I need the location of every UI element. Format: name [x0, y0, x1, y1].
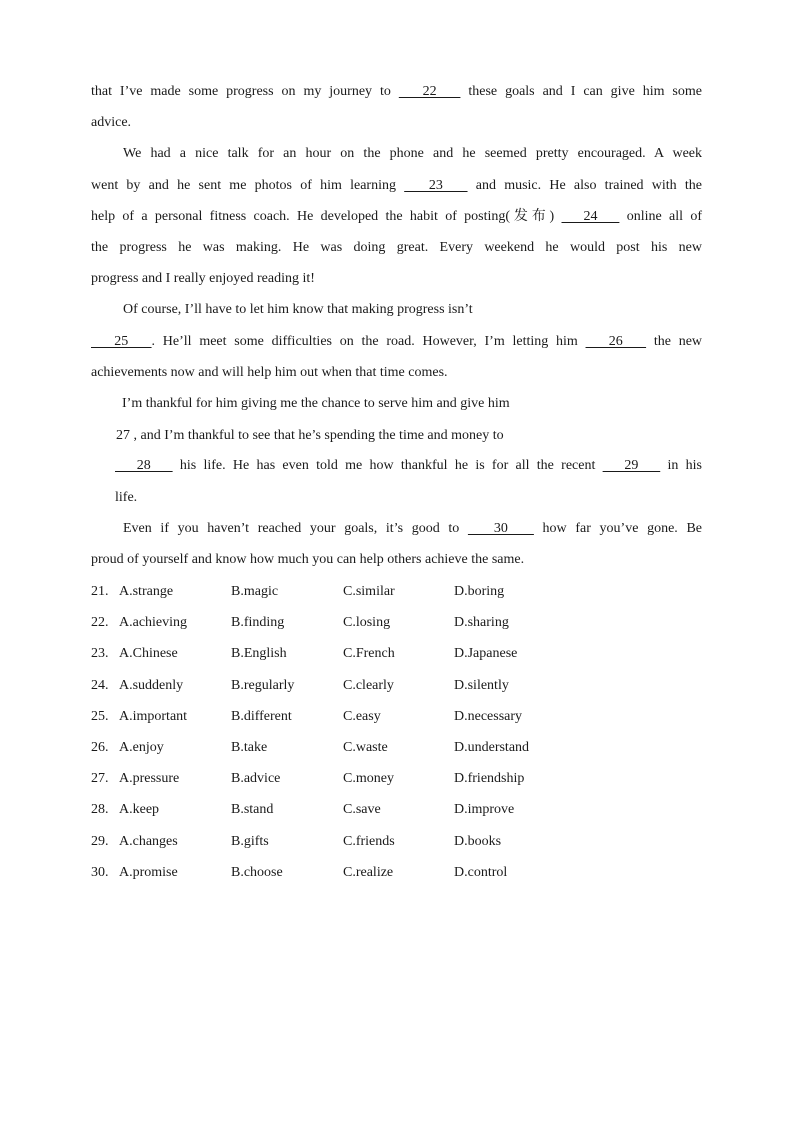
option-b: B.advice [231, 771, 281, 787]
passage-text: his life. He has even told me how thankful he is for all the recent [172, 458, 603, 473]
question-number: 25. [91, 708, 109, 724]
passage-text: these goals and I can give him some [460, 84, 702, 99]
option-b: B.gifts [231, 833, 269, 849]
passage-text: We had a nice talk for an hour on the phone and he seemed pretty encouraged. A week [123, 146, 702, 161]
passage-line [91, 113, 131, 133]
answer-blank: 29 [602, 458, 661, 473]
question-number: 21. [91, 584, 109, 599]
question-row [91, 676, 702, 696]
option-a: A.promise [119, 864, 178, 880]
option-b: B.finding [231, 615, 285, 631]
answer-blank: 24 [561, 209, 620, 224]
option-a: A.strange [119, 584, 174, 599]
passage-text: proud of yourself and know how much you can help others achieve the same. [91, 552, 525, 567]
option-d: D.improve [454, 802, 515, 818]
question-row [91, 863, 702, 883]
passage-text: , and I’m thankful to see that he’s spending the time and money to [130, 428, 504, 443]
option-a: A.pressure [119, 771, 180, 787]
question-row [91, 707, 702, 727]
passage-line [123, 300, 473, 320]
passage-text: achievements now and will help him out when that time comes. [91, 365, 448, 380]
option-d: D.understand [454, 740, 530, 755]
question-row [91, 769, 702, 789]
option-d: D.sharing [454, 615, 509, 631]
question-row [91, 613, 702, 633]
passage-line [115, 456, 702, 476]
passage-text: advice. [91, 115, 132, 130]
option-d: D.silently [454, 677, 509, 693]
option-b: B.regularly [231, 677, 295, 693]
option-c: C.clearly [343, 677, 394, 693]
option-c: C.easy [343, 708, 381, 724]
question-row [91, 800, 702, 820]
question-number: 27. [91, 771, 109, 787]
option-c: C.money [343, 771, 394, 787]
option-d: D.boring [454, 584, 505, 599]
passage-line [91, 176, 702, 196]
answer-blank: 28 [115, 458, 173, 473]
passage-text: 27 [116, 428, 130, 443]
passage-text: I’m thankful for him giving me the chance to serve him and give him [122, 396, 510, 411]
option-d: D.books [454, 833, 502, 849]
passage-line [91, 269, 315, 289]
passage-text: online all of [619, 209, 702, 224]
option-b: B.stand [231, 802, 274, 818]
answer-blank: 22 [398, 84, 461, 99]
passage-text: Even if you haven’t reached your goals, it’s good to [123, 521, 468, 536]
passage-line [91, 332, 702, 352]
option-a: A.changes [119, 833, 178, 849]
option-c: C.friends [343, 833, 395, 849]
passage-text: went by and he sent me photos of him learning [91, 178, 405, 193]
option-c: C.losing [343, 615, 391, 631]
question-row [91, 644, 702, 664]
option-a: A.enjoy [119, 740, 164, 755]
answer-blank: 23 [404, 178, 468, 193]
passage-text: how far you’ve gone. Be [533, 521, 702, 536]
option-c: C.similar [343, 584, 395, 599]
question-number: 26. [91, 740, 109, 755]
question-number: 30. [91, 864, 109, 880]
passage-line [91, 82, 702, 102]
passage-text: that I’ve made some progress on my journey to [91, 84, 399, 99]
passage-line [91, 238, 702, 258]
passage-line [91, 550, 524, 570]
option-c: C.save [343, 802, 381, 818]
passage-text: the progress he was making. He was doing great. Every weekend he would post his new [91, 240, 702, 255]
passage-text: progress and I really enjoyed reading it! [91, 271, 315, 286]
question-row [91, 738, 702, 758]
option-b: B.magic [231, 584, 279, 599]
option-b: B.English [231, 646, 287, 662]
option-c: C.realize [343, 864, 394, 880]
option-d: D.necessary [454, 708, 523, 724]
passage-line [91, 207, 702, 227]
question-number: 24. [91, 677, 109, 693]
option-d: D.control [454, 864, 508, 880]
option-b: B.take [231, 740, 268, 755]
passage-text: the new [646, 334, 703, 349]
option-c: C.French [343, 646, 395, 662]
option-b: B.different [231, 708, 292, 724]
answer-blank: 30 [467, 521, 534, 536]
option-a: A.important [119, 708, 188, 724]
question-number: 22. [91, 615, 109, 631]
question-number: 23. [91, 646, 109, 662]
option-d: D.Japanese [454, 646, 518, 662]
question-number: 28. [91, 802, 109, 818]
passage-text: help of a personal fitness coach. He developed the habit of posting(发布) [91, 209, 562, 224]
answer-blank: 25 [91, 334, 152, 349]
passage-text: in his [660, 458, 702, 473]
passage-line [116, 426, 504, 446]
option-a: A.suddenly [119, 677, 184, 693]
passage-line [123, 519, 702, 539]
passage-line [123, 144, 702, 164]
option-a: A.keep [119, 802, 160, 818]
passage-text: life. [115, 490, 138, 505]
answer-blank: 26 [585, 334, 647, 349]
passage-text: . He’ll meet some difficulties on the road. However, I’m letting him [151, 334, 586, 349]
question-row [91, 582, 702, 602]
option-b: B.choose [231, 864, 283, 880]
question-row [91, 832, 702, 852]
option-d: D.friendship [454, 771, 525, 787]
question-number: 29. [91, 833, 109, 849]
passage-text: and music. He also trained with the [467, 178, 702, 193]
option-a: A.Chinese [119, 646, 178, 662]
option-c: C.waste [343, 740, 388, 755]
passage-line [122, 394, 510, 414]
option-a: A.achieving [119, 615, 188, 631]
passage-line [91, 363, 448, 383]
passage-text: Of course, I’ll have to let him know that making progress isn’t [123, 302, 473, 317]
passage-line [115, 488, 137, 508]
